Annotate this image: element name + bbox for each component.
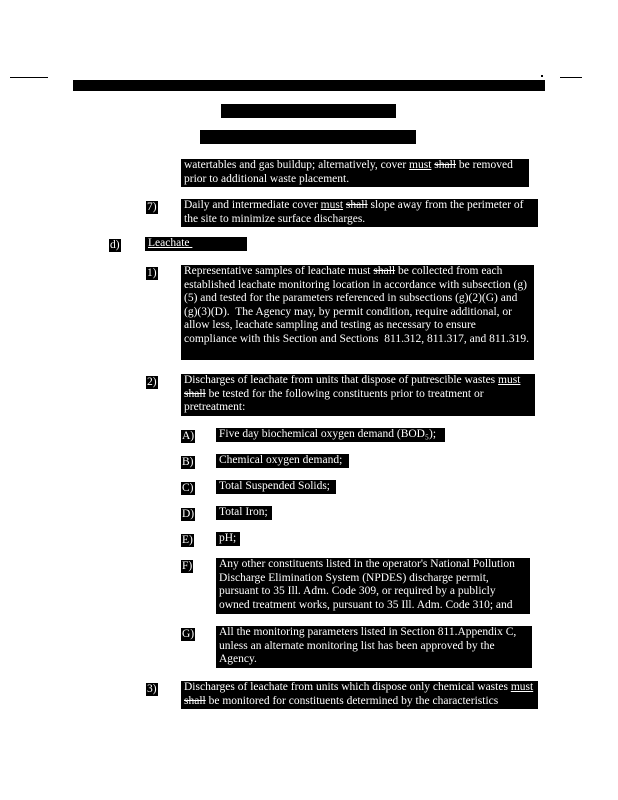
item-2-must: must — [498, 374, 521, 386]
board-title — [221, 104, 396, 130]
subitem-f-text: Any other constituents listed in the operator's National Pollution Discharge Elimination System (NPDES) discharge permit, pursuant to 35 Ill. Adm. Code 309, or required by a publicly owned treatment works, pursuant to 35 Ill. Adm. Code 310; and — [216, 558, 530, 614]
item-3-number: 3) — [147, 683, 157, 695]
notice-title-text: NOTICE OF ADOPTED AMENDMENTS — [211, 143, 411, 156]
board-title-text: POLLUTION CONTROL — [250, 117, 373, 130]
subitem-a-label: A) — [182, 430, 195, 442]
item-2-number: 2) — [147, 376, 157, 388]
continuation-paragraph — [181, 159, 529, 187]
right-margin-rule — [560, 77, 582, 78]
item-3-must: must — [510, 681, 534, 693]
section-d-number: d) — [110, 239, 120, 251]
section-d-title: Leachate Monitoring — [145, 237, 247, 251]
item-7-shall: shall — [345, 199, 368, 211]
subitem-c-label: C) — [182, 482, 194, 494]
subitem-e-text: pH; — [216, 532, 240, 546]
item-1-text-pre: Representative samples of leachate must — [184, 265, 374, 277]
continuation-must: must — [409, 159, 432, 171]
item-2-text-pre: Discharges of leachate from units that dispose of putrescible wastes — [184, 374, 499, 386]
subitem-b-text: Chemical oxygen demand; — [216, 454, 349, 468]
register-title: ILLINOIS REGISTER — [258, 90, 366, 102]
item-7-paragraph — [181, 199, 538, 227]
continuation-text-pre: watertables and gas buildup; alternatively, cover — [184, 159, 410, 171]
item-2-text-post: be tested for the following constituents prior to treatment or pretreatment: — [184, 387, 487, 414]
notice-title — [200, 130, 416, 156]
subitem-g-text: All the monitoring parameters listed in Section 811.Appendix C, unless an alternate monitoring list has been approved by the Agency. — [216, 626, 532, 668]
item-1-paragraph — [181, 265, 534, 360]
item-1-number: 1) — [147, 267, 157, 279]
scan-speck — [541, 75, 543, 77]
item-7-must: must — [320, 199, 344, 211]
continuation-shall: shall — [434, 159, 457, 171]
subitem-f-label: F) — [182, 560, 193, 572]
item-1-shall: shall — [373, 265, 396, 277]
item-7-number: 7) — [147, 201, 157, 213]
subitem-g-label: G) — [182, 628, 195, 640]
subitem-b-label: B) — [182, 456, 194, 468]
subitem-e-label: E) — [182, 534, 193, 546]
left-margin-rule — [10, 77, 48, 78]
item-7-text-post: slope away from the perimeter of the site to minimize surface discharges. — [184, 199, 527, 225]
item-3-paragraph — [181, 681, 538, 709]
subitem-a-text: Five day biochemical oxygen demand (BOD₅); — [216, 428, 445, 442]
register-header — [73, 80, 545, 102]
subitem-c-text: Total Suspended Solids; — [216, 480, 336, 494]
item-3-text-post: be monitored for constituents determined by the characteristics — [205, 694, 499, 707]
item-7-text-pre: Daily and intermediate cover — [184, 199, 321, 211]
item-3-shall: shall — [184, 694, 206, 707]
item-3-text-pre: Discharges of leachate from units which dispose only chemical wastes — [184, 681, 511, 693]
item-2-paragraph — [181, 374, 535, 416]
subitem-d-label: D) — [182, 508, 195, 520]
item-2-shall: shall — [184, 387, 206, 400]
continuation-text-post: be removed prior to additional waste placement. — [184, 159, 516, 185]
item-1-text-post: be collected from each established leachate monitoring location in accordance with subsection (g)(5) and tested for the parameters referenced in subsections (g)(2)(G) and (g)(3)(D). The Agency may, by permit condition, require additional, or allow less, leachate sampling and testing as necessary to ensure compliance with this Section and Sections 811.312, 811.317, and 811.319. — [184, 265, 529, 345]
subitem-d-text: Total Iron; — [216, 506, 272, 520]
